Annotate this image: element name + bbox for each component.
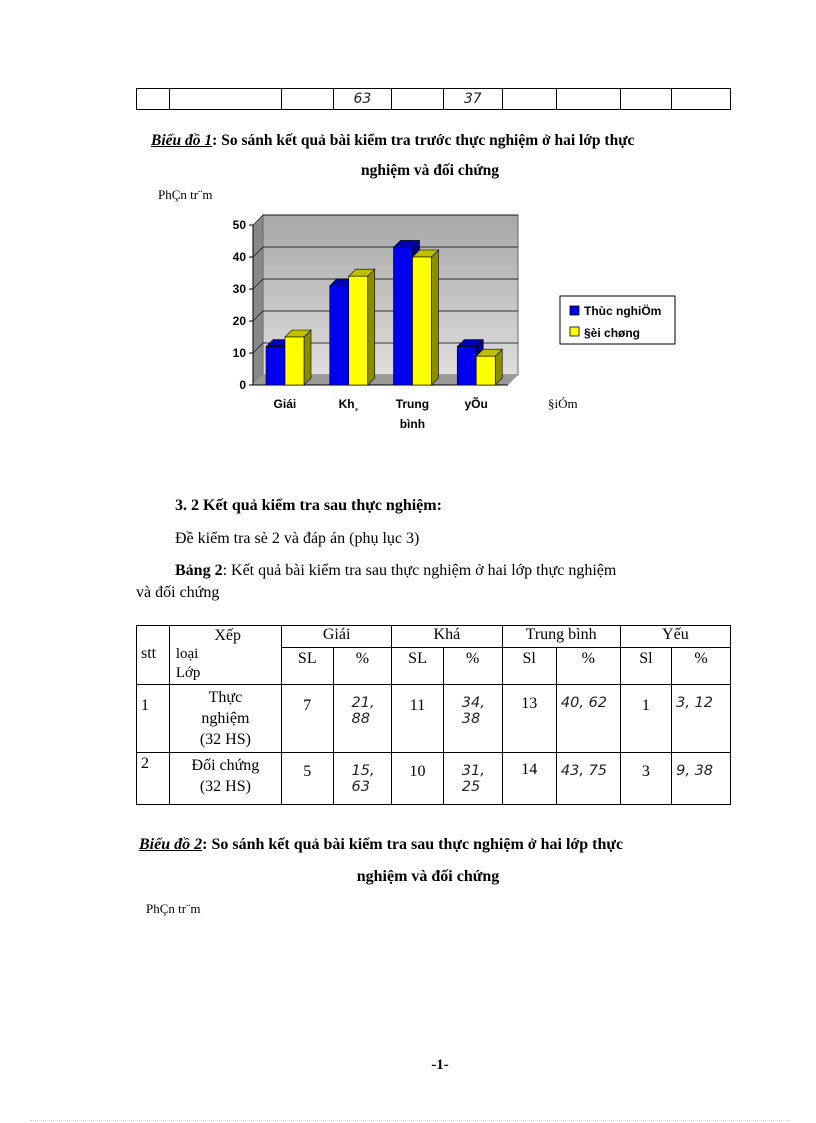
- cell-count: 14: [502, 753, 556, 805]
- header-xep: Xếp: [214, 627, 241, 644]
- x-tick-label: bình: [399, 417, 426, 431]
- table2-caption: [175, 562, 616, 580]
- cell-percent: 40, 62: [556, 685, 620, 753]
- bar: [285, 330, 311, 385]
- header-group-weak: Yếu: [620, 626, 730, 648]
- bar-front: [394, 247, 413, 385]
- y-tick-label: 40: [232, 250, 246, 264]
- chart2-y-unit: PhÇn tr¨m: [146, 901, 201, 916]
- table2-caption-lead: Bảng 2: [175, 562, 223, 579]
- row-name-line: (32 HS): [199, 778, 251, 795]
- bar: [349, 269, 375, 385]
- table-cell: [620, 89, 672, 110]
- header-lop: Lớp: [175, 665, 201, 681]
- table-cell: [502, 89, 557, 110]
- table2-caption-text: : Kết quả bài kiểm tra sau thực nghiệm ở hai lớp thực nghiệm: [222, 562, 617, 579]
- chart2-caption-line2: nghiệm và đối chứng: [356, 868, 500, 885]
- table-cell: 63: [333, 89, 392, 110]
- header-sub: %: [443, 648, 502, 685]
- y-tick-label: 0: [239, 378, 246, 392]
- table-cell: [137, 89, 170, 110]
- bar-side: [304, 330, 311, 385]
- cell-count: 3: [620, 753, 671, 805]
- section-line1: Đề kiểm tra sè 2 và đáp án (phụ lục 3): [175, 530, 420, 547]
- y-tick-label: 20: [232, 314, 246, 328]
- chart1-caption-line2: nghiệm và đối chứng: [360, 162, 500, 179]
- chart1: [220, 210, 700, 435]
- header-sub: %: [672, 648, 731, 685]
- header-group-excellent: Giái: [282, 626, 392, 648]
- row-stt: 2: [137, 753, 170, 805]
- bar-front: [285, 337, 304, 385]
- bar-front: [349, 276, 368, 385]
- header-sub: %: [333, 648, 392, 685]
- cell-count: 10: [392, 753, 444, 805]
- header-sub: Sl: [620, 648, 671, 685]
- table2-caption-line2: và đối chứng: [136, 584, 220, 601]
- row-name-line: (32 HS): [199, 731, 251, 748]
- table-cell: [557, 89, 621, 110]
- bar-front: [457, 347, 476, 385]
- row-name-line: Thực: [208, 689, 243, 706]
- header-group-average: Trung bình: [502, 626, 620, 648]
- header-sub: SL: [392, 648, 444, 685]
- cell-percent: 31, 25: [443, 753, 502, 805]
- cell-percent: 43, 75: [556, 753, 620, 805]
- bar-front: [330, 286, 349, 385]
- bar-front: [413, 257, 432, 385]
- bar-side: [432, 250, 439, 385]
- cell-count: 5: [282, 753, 334, 805]
- bar: [413, 250, 439, 385]
- header-sub: %: [556, 648, 620, 685]
- chart2-caption-lead: Biểu đồ 2: [139, 836, 203, 853]
- x-tick-label: yÕu: [464, 397, 488, 411]
- bar-front: [476, 356, 495, 385]
- legend-label-experimental: Thùc nghiÖm: [584, 304, 662, 318]
- table-cell: [169, 89, 281, 110]
- cell-count: 13: [502, 685, 556, 753]
- bar-side: [368, 269, 375, 385]
- header-sub: Sl: [502, 648, 556, 685]
- page-number: -1-: [431, 1057, 449, 1073]
- cell-count: 1: [620, 685, 671, 753]
- x-tick-label: Trung: [395, 397, 430, 411]
- cell-percent: 3, 12: [672, 685, 731, 753]
- section-heading: 3. 2 Kết quả kiểm tra sau thực nghiệm:: [175, 497, 442, 514]
- y-tick-label: 30: [232, 282, 246, 296]
- table-row: [137, 753, 731, 805]
- legend-swatch-control: [570, 327, 579, 336]
- cell-percent: 21, 88: [333, 685, 392, 753]
- cell-percent: 15, 63: [333, 753, 392, 805]
- chart2-caption: [139, 836, 623, 854]
- chart1-caption-lead: Biểu đồ 1: [151, 132, 213, 149]
- y-tick-label: 10: [232, 346, 246, 360]
- table-cell: [392, 89, 444, 110]
- table-cell: [672, 89, 731, 110]
- table-row: [137, 685, 731, 753]
- chart1-y-unit: PhÇn tr¨m: [158, 187, 213, 202]
- header-sub: SL: [282, 648, 334, 685]
- y-tick-label: 50: [232, 218, 246, 232]
- table-cell: [281, 89, 333, 110]
- row-class-name: [169, 685, 281, 753]
- bar-front: [266, 347, 285, 385]
- header-loai: loại: [175, 646, 199, 662]
- top-table-row: [136, 88, 731, 110]
- row-name-line: nghiệm: [201, 710, 250, 727]
- legend-swatch-experimental: [570, 306, 579, 315]
- row-class-name: [169, 753, 281, 805]
- x-tick-label: Kh¸: [338, 397, 359, 411]
- cell-percent: 34, 38: [443, 685, 502, 753]
- header-class-type: [169, 626, 281, 685]
- row-name-line: Đối chứng: [191, 757, 260, 774]
- chart1-x-unit: §iÓm: [548, 396, 578, 411]
- row-stt: 1: [137, 685, 170, 753]
- header-group-good: Khá: [392, 626, 502, 648]
- x-tick-label: Giái: [273, 397, 297, 411]
- results-table: [136, 625, 731, 805]
- legend-label-control: §èi chøng: [584, 326, 641, 340]
- chart2-caption-text: : So sánh kết quả bài kiểm tra sau thực nghiệm ở hai lớp thực: [202, 836, 624, 853]
- bar: [476, 349, 502, 385]
- table-cell: 37: [443, 89, 502, 110]
- cell-count: 11: [392, 685, 444, 753]
- header-stt: stt: [137, 626, 170, 685]
- chart1-caption: [151, 132, 634, 150]
- page-bottom-divider: [30, 1120, 790, 1121]
- chart1-caption-text: : So sánh kết quả bài kiểm tra trước thực nghiệm ở hai lớp thực: [212, 132, 635, 149]
- plot-wall: [253, 215, 263, 385]
- cell-percent: 9, 38: [672, 753, 731, 805]
- cell-count: 7: [282, 685, 334, 753]
